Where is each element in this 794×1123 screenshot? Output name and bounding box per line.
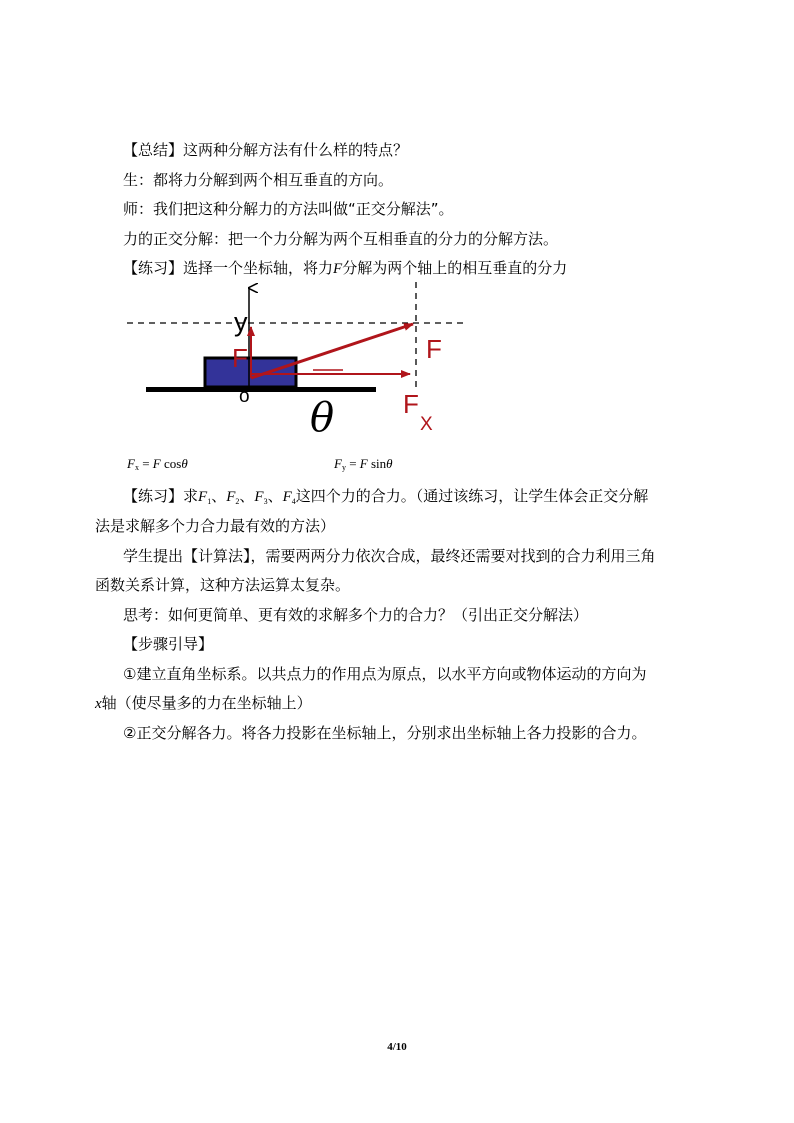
fx-subscript-label: X xyxy=(420,414,433,435)
fx-formula xyxy=(127,456,188,472)
fy-formula-sub: y xyxy=(341,463,346,472)
steps-line xyxy=(123,634,213,654)
exercise2-suffix: 这四个力的合力。（通过该练习，让学生体会正交分解 xyxy=(295,487,649,505)
exercise2-f1-sub: 1 xyxy=(207,497,212,506)
think-line xyxy=(123,605,588,625)
exercise2-f2-sub: 2 xyxy=(235,497,240,506)
exercise2-continuation: 法是求解多个力合力最有效的方法） xyxy=(95,517,336,535)
fx-formula-f2: F xyxy=(152,456,161,471)
step2-line xyxy=(123,723,646,743)
exercise2-sep3: 、 xyxy=(267,487,283,505)
step1-line xyxy=(123,664,646,684)
origin-label: o xyxy=(239,386,250,407)
y-axis-label: y xyxy=(234,307,248,337)
calc-text-1: 学生提出【计算法】，需要两两分力依次合成，最终还需要对找到的合力利用三角 xyxy=(123,547,656,565)
fx-formula-f: F xyxy=(127,456,135,471)
exercise2-f3-sub: 3 xyxy=(263,497,268,506)
fy-formula-f: F xyxy=(334,456,342,471)
calc-line-1 xyxy=(123,546,656,566)
calc-line-2 xyxy=(95,575,350,595)
fy-formula xyxy=(334,456,393,472)
exercise2-sep2: 、 xyxy=(239,487,255,505)
fx-formula-eq: = xyxy=(138,456,153,471)
step1-variable: x xyxy=(95,696,102,712)
fx-label: F xyxy=(403,389,419,419)
fy-formula-eq: = xyxy=(345,456,360,471)
page-number-text: 4/10 xyxy=(387,1041,407,1053)
page-number xyxy=(0,1041,794,1053)
exercise2-f2: F xyxy=(226,489,236,505)
f-label: F xyxy=(426,334,442,364)
think-text: 思考：如何更简单、更有效的求解多个力的合力？（引出正交分解法） xyxy=(123,606,589,624)
exercise1-suffix: 分解为两个轴上的相互垂直的分力 xyxy=(342,259,568,277)
fx-formula-sub: x xyxy=(134,463,139,472)
fx-formula-fn: cos xyxy=(160,456,182,471)
exercise1-prefix: 【练习】选择一个坐标轴，将力 xyxy=(123,259,334,277)
exercise2-f4-sub: 4 xyxy=(291,497,296,506)
exercise2-line xyxy=(123,486,648,512)
exercise2-cont-line xyxy=(95,516,335,536)
fy-formula-fn: sin xyxy=(367,456,387,471)
fy-label: F xyxy=(232,343,248,373)
step1-text-b: 轴（使尽量多的力在坐标轴上） xyxy=(101,694,312,712)
exercise2-sep1: 、 xyxy=(211,487,227,505)
fx-formula-theta: θ xyxy=(181,456,188,471)
force-diagram xyxy=(0,0,794,450)
definition-text: 力的正交分解：把一个力分解为两个互相垂直的分力的分解方法。 xyxy=(123,230,559,248)
exercise1-variable: F xyxy=(333,261,343,277)
exercise2-f4: F xyxy=(282,489,292,505)
step1-text-a: ①建立直角坐标系。以共点力的作用点为原点，以水平方向或物体运动的方向为 xyxy=(123,665,647,683)
theta-label: θ xyxy=(310,395,335,441)
exercise2-f1: F xyxy=(198,489,208,505)
exercise2-prefix: 【练习】求 xyxy=(123,487,199,505)
exercise2-f3: F xyxy=(254,489,264,505)
summary-text: 【总结】这两种分解方法有什么样的特点？ xyxy=(123,141,409,159)
student-text: 生：都将力分解到两个相互垂直的方向。 xyxy=(123,171,394,189)
teacher-text: 师：我们把这种分解力的方法叫做“正交分解法”。 xyxy=(123,200,454,218)
steps-heading: 【步骤引导】 xyxy=(123,635,214,653)
fy-formula-theta: θ xyxy=(386,456,393,471)
fy-formula-f2: F xyxy=(359,456,368,471)
calc-text-2: 函数关系计算，这种方法运算太复杂。 xyxy=(95,576,351,594)
step2-text: ②正交分解各力。将各力投影在坐标轴上，分别求出坐标轴上各力投影的合力。 xyxy=(123,724,647,742)
step1-cont-line xyxy=(95,693,312,714)
